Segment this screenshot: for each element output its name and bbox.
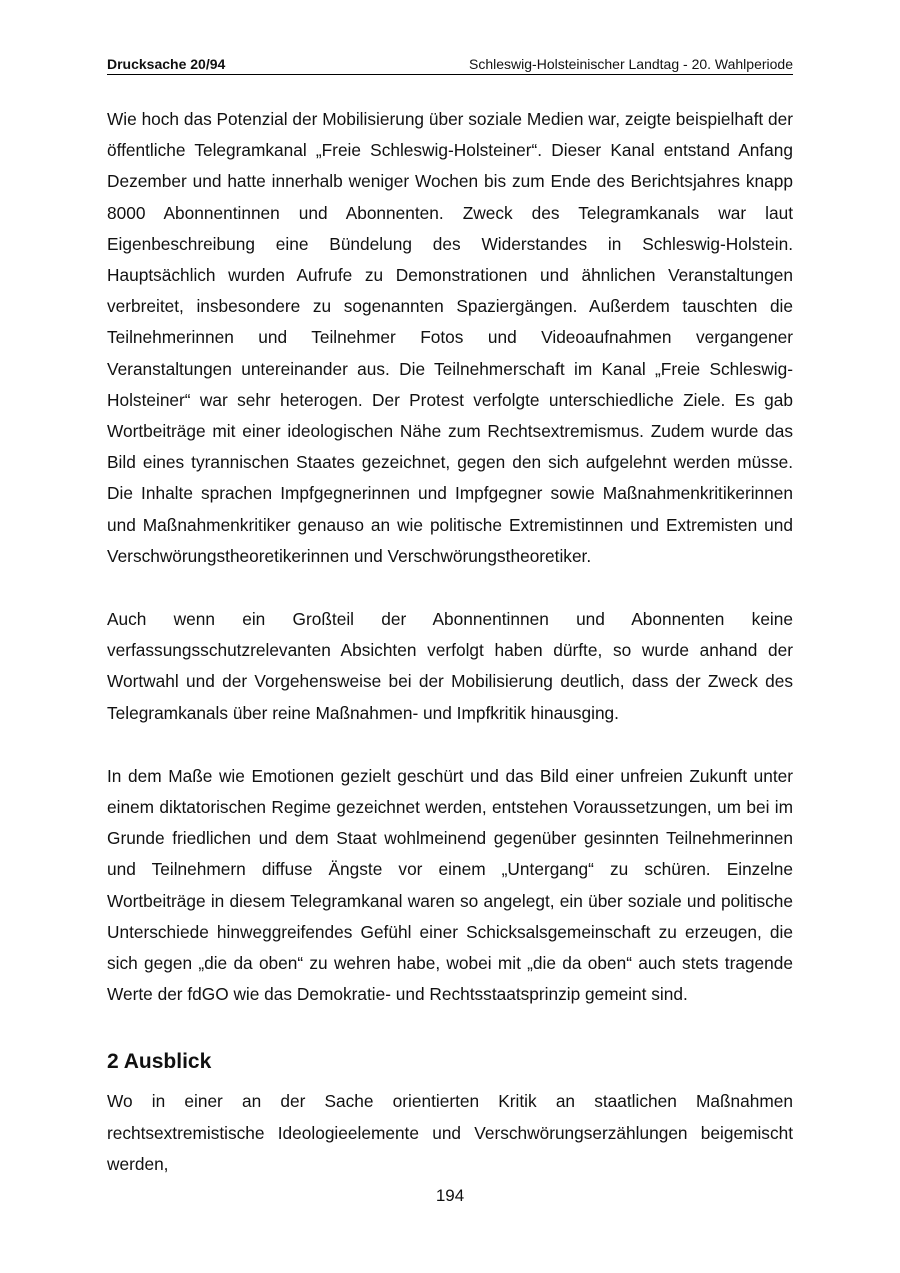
- section-heading: 2 Ausblick: [107, 1050, 212, 1074]
- parliament-title: Schleswig-Holsteinischer Landtag - 20. Wahlperiode: [469, 56, 793, 72]
- paragraph-outlook: Wo in einer an der Sache orientierten Kritik an staatlichen Maßnahmen rechtsextremistische Ideologieelemente und Verschwörungserzählungen beigemischt werden,: [107, 1091, 793, 1174]
- paragraph-emotions: In dem Maße wie Emotionen gezielt geschürt und das Bild einer unfreien Zukunft unter einem diktatorischen Regime gezeichnet werden, entstehen Voraussetzungen, um bei im Grunde friedlichen und dem Staat wohlmeinend gegenüber gesinnten Teilnehmerinnen und Teilnehmern diffuse Ängste vor einem „Untergang“ zu schüren. Einzelne Wortbeiträge in diesem Telegramkanal waren so angelegt, ein über soziale und politische Unterschiede hinweggreifendes Gefühl einer Schicksalsgemeinschaft zu erzeugen, die sich gegen „die da oben“ zu wehren habe, wobei mit „die da oben“ auch stets tragende Werte der fdGO wie das Demokratie- und Rechtsstaatsprinzip gemeint sind.: [107, 765, 793, 1005]
- paragraph-subscribers: Auch wenn ein Großteil der Abonnentinnen und Abonnenten keine verfassungsschutzrelevanten Absichten verfolgt haben dürfte, so wurde anhand der Wortwahl und der Vorgehensweise bei der Mobilisierung deutlich, dass der Zweck des Telegramkanals über reine Maßnahmen- und Impfkritik hinausging.: [107, 609, 793, 723]
- page-number: 194: [435, 1186, 465, 1205]
- page-header: [107, 54, 793, 75]
- body-text: [107, 104, 793, 1212]
- paragraph-mobilization: Wie hoch das Potenzial der Mobilisierung über soziale Medien war, zeigte beispielhaft der öffentliche Telegramkanal „Freie Schleswig-Holsteiner“. Dieser Kanal entstand Anfang Dezember und hatte innerhalb weniger Wochen bis zum Ende des Berichtsjahres knapp 8000 Abonnentinnen und Abonnenten. Zweck des Telegramkanals war laut Eigenbeschreibung eine Bündelung des Widerstandes in Schleswig-Holstein. Hauptsächlich wurden Aufrufe zu Demonstrationen und ähnlichen Veranstaltungen verbreitet, insbesondere zu sogenannten Spaziergängen. Außerdem tauschten die Teilnehmerinnen und Teilnehmer Fotos und Videoaufnahmen vergangener Veranstaltungen untereinander aus. Die Teilnehmerschaft im Kanal „Freie Schleswig-Holsteiner“ war sehr heterogen. Der Protest verfolgte unterschiedliche Ziele. Es gab Wortbeiträge mit einer ideologischen Nähe zum Rechtsextremismus. Zudem wurde das Bild eines tyrannischen Staates gezeichnet, gegen den sich aufgelehnt werden müsse. Die Inhalte sprachen Impfgegnerinnen und Impfgegner sowie Maßnahmenkritikerinnen und Maßnahmenkritiker genauso an wie politische Extremistinnen und Extremisten und Verschwörungstheoretikerinnen und Verschwörungstheoretiker.: [107, 109, 793, 566]
- document-number: Drucksache 20/94: [107, 56, 226, 72]
